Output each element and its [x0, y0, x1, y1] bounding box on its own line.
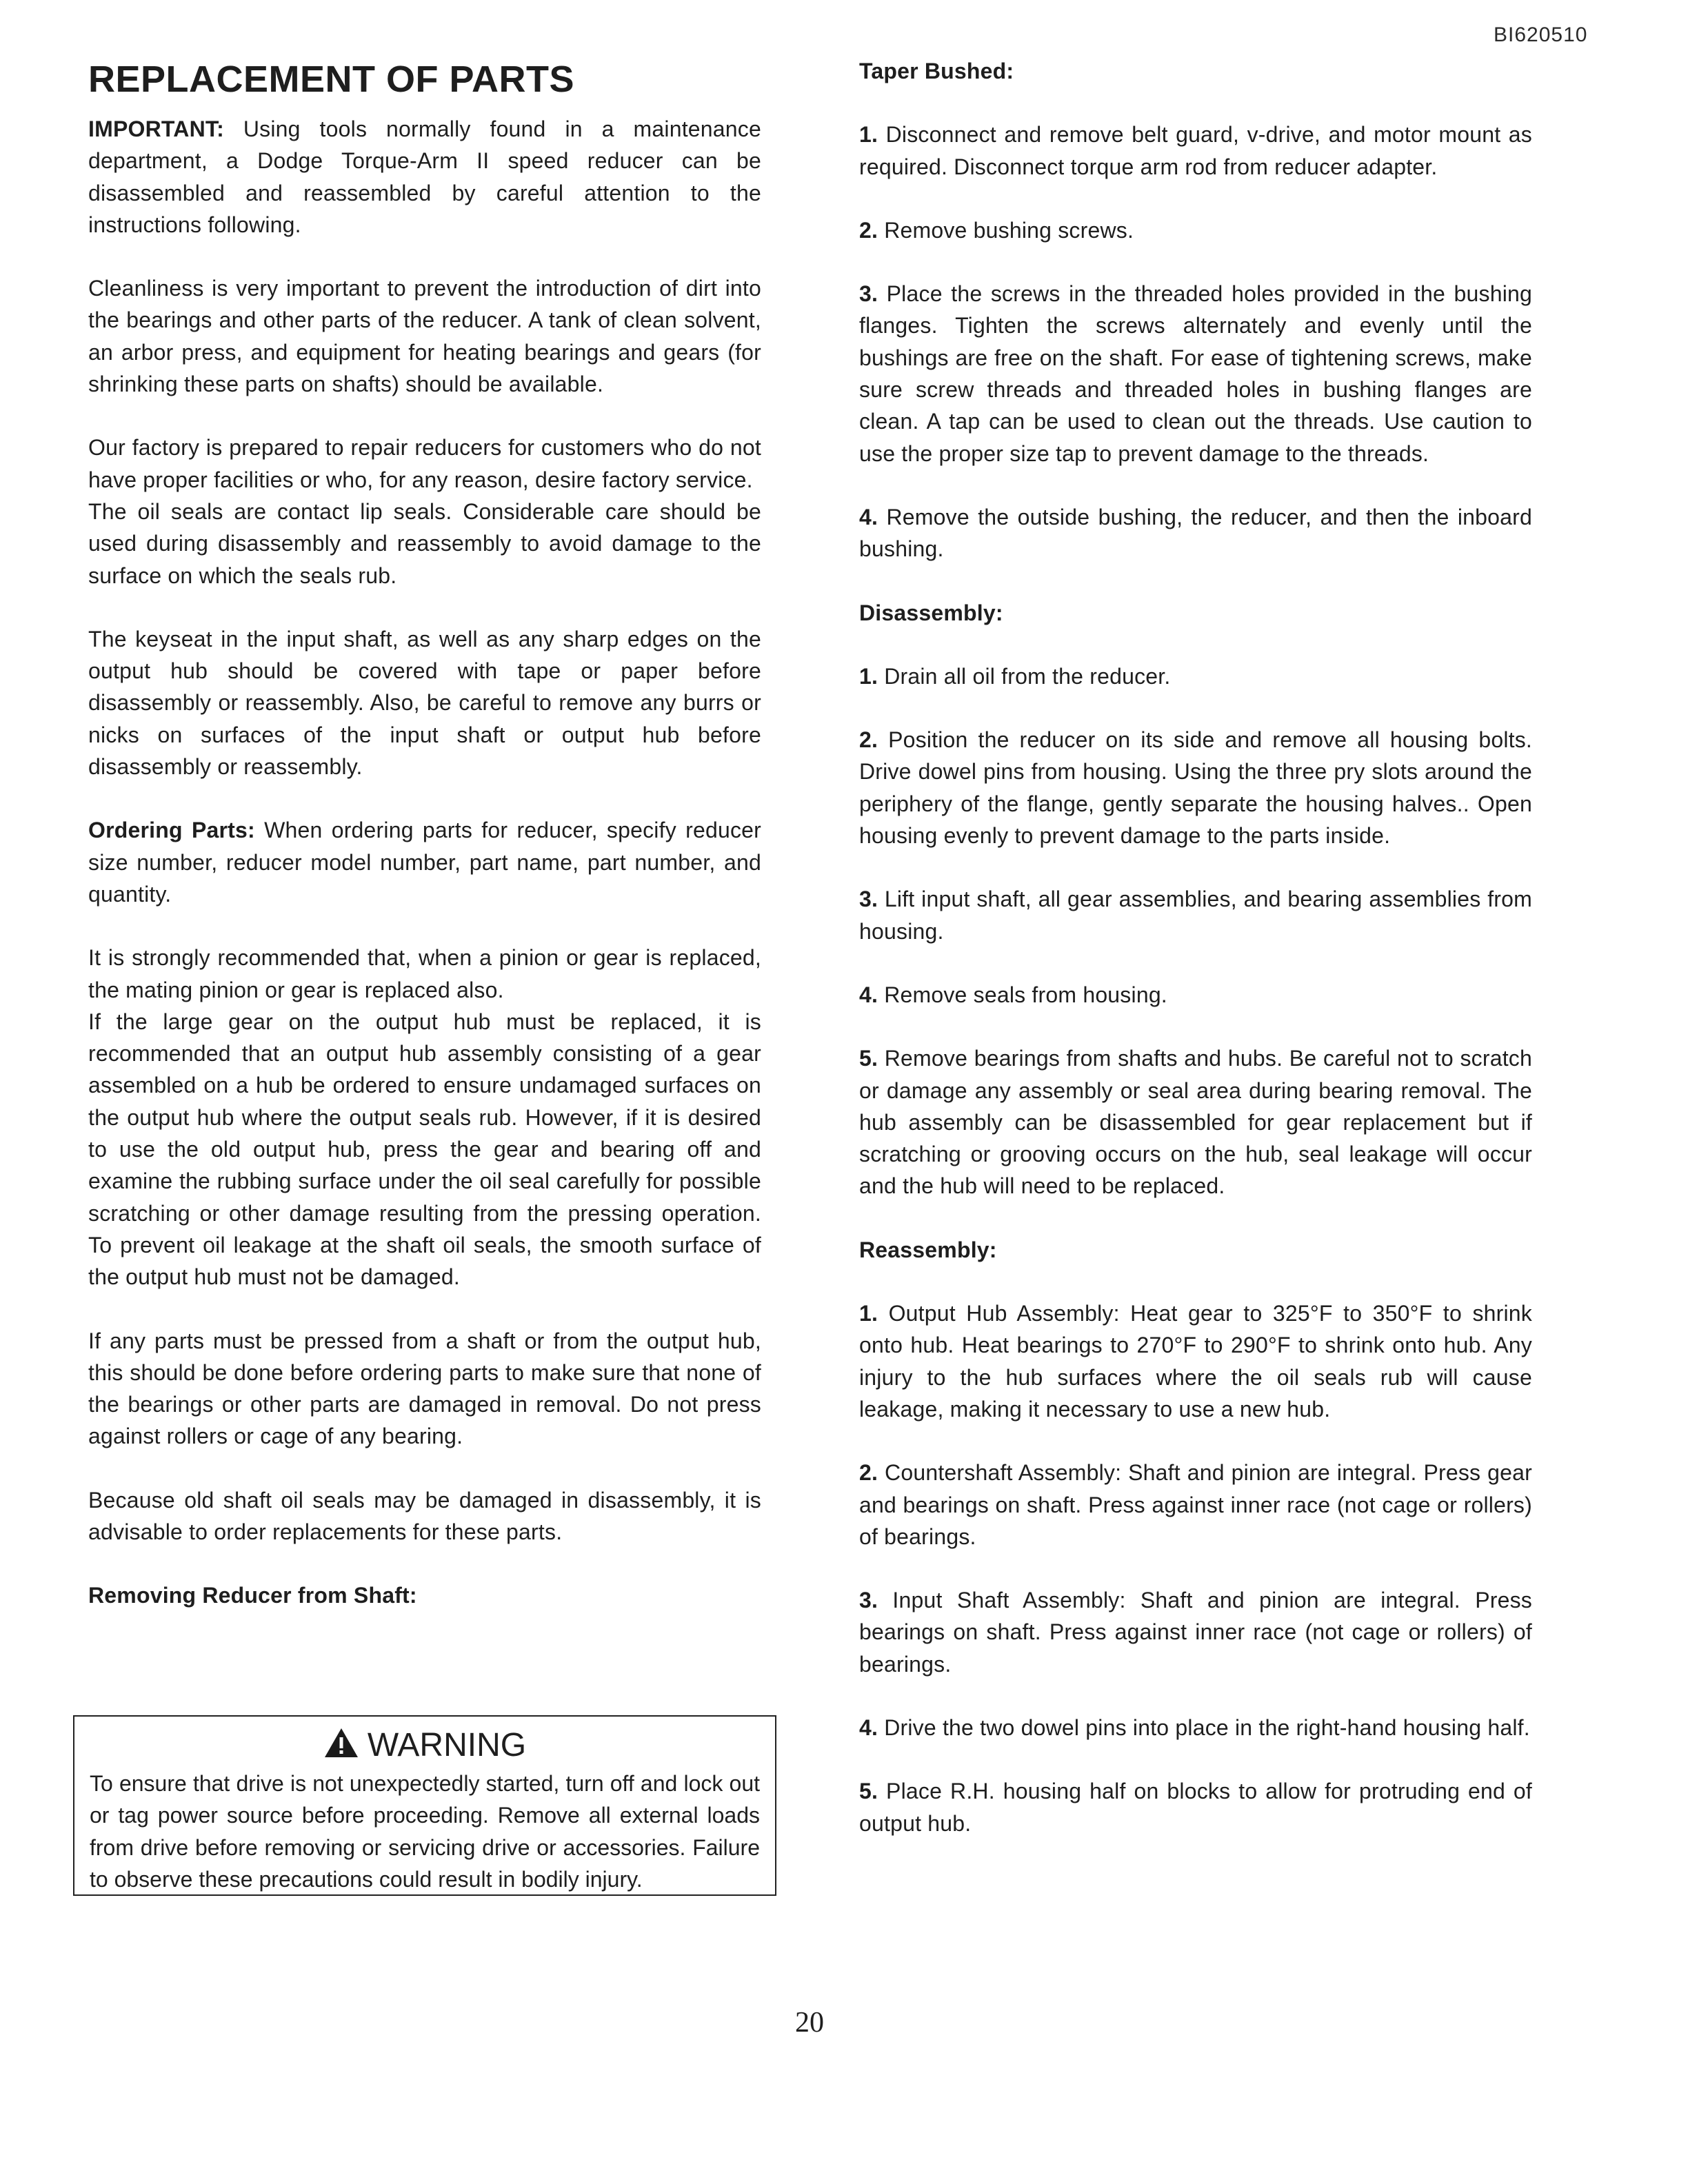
step-text: Place the screws in the threaded holes provided in the bushing flanges. Tighten the screws alternately and evenly until the bushings are free on the shaft. For ease of tightening screws, make sure screw threads and threaded holes in bushing flanges are clean. A tap can be used to clean out the threads. Use caution to use the proper size tap to prevent damage to the threads. — [859, 281, 1532, 466]
taper-step — [859, 278, 1532, 469]
oil-seals-paragraph: The oil seals are contact lip seals. Considerable care should be used during disassembly and reassembly to avoid damage to the surface on which the seals rub. — [88, 498, 761, 588]
important-label: IMPORTANT: — [88, 117, 224, 141]
reassembly-step — [859, 1712, 1532, 1743]
step-text: Countershaft Assembly: Shaft and pinion are integral. Press gear and bearings on shaft. Press against inner race (not cage or rollers) of bearings. — [859, 1460, 1532, 1549]
step-number: 3. — [859, 887, 878, 912]
pinion-paragraph: It is strongly recommended that, when a pinion or gear is replaced, the mating pinion or gear is replaced also. — [88, 945, 761, 1002]
step-number: 1. — [859, 1301, 878, 1326]
page-number: 20 — [795, 2007, 824, 2039]
step-text: Remove the outside bushing, the reducer, and then the inboard bushing. — [859, 504, 1533, 562]
disassembly-heading: Disassembly: — [859, 600, 1003, 625]
step-number: 2. — [859, 1460, 878, 1486]
ordering-parts-label: Ordering Parts: — [88, 818, 255, 843]
reassembly-step — [859, 1457, 1532, 1553]
disassembly-step — [859, 724, 1532, 851]
warning-title: WARNING — [367, 1727, 527, 1763]
warning-box — [73, 1715, 776, 1896]
left-column — [88, 50, 761, 1644]
step-text: Drain all oil from the reducer. — [884, 663, 1171, 689]
ordering-parts-paragraph — [88, 814, 761, 910]
step-text: Place R.H. housing half on blocks to allow for protruding end of output hub. — [859, 1779, 1532, 1836]
taper-step — [859, 501, 1532, 565]
step-number: 5. — [859, 1779, 878, 1804]
step-number: 4. — [859, 504, 878, 529]
step-text: Drive the two dowel pins into place in the right-hand housing half. — [884, 1715, 1530, 1740]
cleanliness-paragraph: Cleanliness is very important to prevent the introduction of dirt into the bearings and other parts of the reducer. A tank of clean solvent, an arbor press, and equipment for heating bearings and gears (for shrinking these parts on shafts) should be available. — [88, 276, 761, 397]
important-paragraph — [88, 113, 761, 241]
warning-triangle-icon — [323, 1727, 359, 1759]
step-number: 4. — [859, 1715, 878, 1740]
reassembly-step — [859, 1297, 1532, 1425]
step-number: 5. — [859, 1046, 878, 1071]
taper-step — [859, 214, 1532, 246]
step-text: Input Shaft Assembly: Shaft and pinion are integral. Press bearings on shaft. Press against inner race (not cage or rollers) of bearings. — [859, 1588, 1532, 1677]
step-number: 1. — [859, 663, 878, 689]
step-text: Position the reducer on its side and remove all housing bolts. Drive dowel pins from housing. Using the three pry slots around the periphery of the flange, gently separate the housing halves.. Open housing evenly to prevent damage to the parts inside. — [859, 727, 1533, 849]
keyseat-paragraph: The keyseat in the input shaft, as well as any sharp edges on the output hub should be covered with tape or paper before disassembly or reassembly. Also, be careful to remove any burrs or nicks on surfaces of the input shaft or output hub before disassembly or reassembly. — [88, 626, 761, 780]
warning-text: To ensure that drive is not unexpectedly started, turn off and lock out or tag power source before proceeding. Remove all external loads from drive before removing or servicing drive or accessories. Failure to observe these precautions could result in bodily injury. — [90, 1771, 760, 1892]
ordering-parts-text: When ordering parts for reducer, specify reducer size number, reducer model number, part name, part number, and quantity. — [88, 818, 762, 907]
reassembly-step — [859, 1584, 1532, 1680]
disassembly-step — [859, 979, 1532, 1011]
warning-header — [90, 1726, 760, 1765]
step-number: 2. — [859, 727, 878, 753]
pressed-parts-paragraph: If any parts must be pressed from a shaft or from the output hub, this should be done before ordering parts to make sure that none of the bearings or other parts are damaged in removal. Do not press against rollers or cage of any bearing. — [88, 1328, 761, 1449]
step-text: Remove seals from housing. — [884, 982, 1167, 1007]
factory-paragraph: Our factory is prepared to repair reducers for customers who do not have proper facilities or who, for any reason, desire factory service. — [88, 435, 761, 492]
step-text: Lift input shaft, all gear assemblies, and bearing assemblies from housing. — [859, 887, 1532, 944]
taper-step — [859, 119, 1532, 183]
step-number: 1. — [859, 122, 878, 148]
taper-bushed-heading: Taper Bushed: — [859, 59, 1014, 83]
step-text: Disconnect and remove belt guard, v-drive, and motor mount as required. Disconnect torque arm rod from reducer adapter. — [859, 122, 1532, 179]
step-number: 2. — [859, 217, 878, 243]
disassembly-step — [859, 883, 1532, 947]
removing-reducer-heading: Removing Reducer from Shaft: — [88, 1583, 417, 1608]
step-number: 3. — [859, 1588, 878, 1613]
old-seals-paragraph: Because old shaft oil seals may be damaged in disassembly, it is advisable to order replacements for these parts. — [88, 1487, 761, 1544]
disassembly-step — [859, 1042, 1532, 1202]
step-text: Remove bearings from shafts and hubs. Be careful not to scratch or damage any assembly or seal area during bearing removal. The hub assembly can be disassembled for gear replacement but if scratching or grooving occurs on the hub, seal leakage will occur and the hub will need to be replaced. — [859, 1046, 1532, 1199]
step-number: 3. — [859, 281, 878, 307]
disassembly-step — [859, 660, 1532, 692]
large-gear-paragraph: If the large gear on the output hub must be replaced, it is recommended that an output hub assembly consisting of a gear assembled on a hub be ordered to ensure undamaged surfaces on the output hub where the output seals rub. However, if it is desired to use the old output hub, press the gear and bearing off and examine the rubbing surface under the oil seal carefully for possible scratching or other damage resulting from the pressing operation. To prevent oil leakage at the shaft oil seals, the smooth surface of the output hub must not be damaged. — [88, 1009, 761, 1290]
step-text: Output Hub Assembly: Heat gear to 325°F to 350°F to shrink onto hub. Heat bearings to 270°F to 290°F to shrink onto hub. Any injury to the hub surfaces where the oil seals rub will cause leakage, making it necessary to use a new hub. — [859, 1301, 1533, 1422]
step-number: 4. — [859, 982, 878, 1007]
right-column — [859, 55, 1532, 1871]
reassembly-step — [859, 1775, 1532, 1839]
step-text: Remove bushing screws. — [884, 217, 1134, 243]
document-id: BI620510 — [1494, 23, 1588, 46]
important-text: Using tools normally found in a maintenance department, a Dodge Torque-Arm II speed reducer can be disassembled and reassembled by careful attention to the instructions following. — [88, 117, 761, 237]
page-title: REPLACEMENT OF PARTS — [88, 59, 575, 100]
reassembly-heading: Reassembly: — [859, 1237, 997, 1262]
